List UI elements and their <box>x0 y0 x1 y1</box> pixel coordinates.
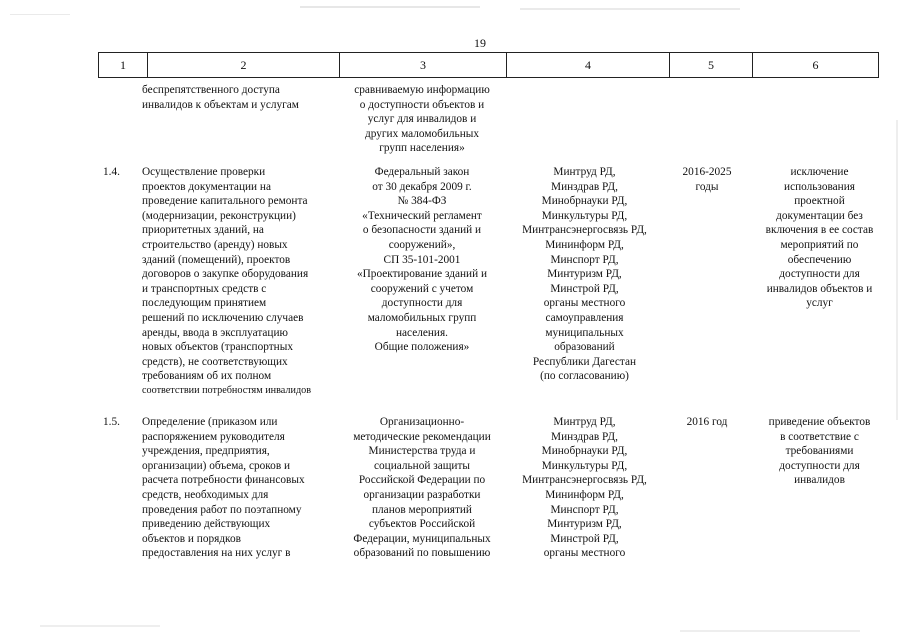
text-line: Минобрнауки РД, <box>541 445 628 458</box>
text-line: включения в ее состав <box>765 224 874 237</box>
text-line: Минтруд РД, <box>553 416 616 428</box>
text-line: распоряжением руководителя <box>142 430 285 443</box>
text-line: (модернизации, реконструкции) <box>142 209 296 222</box>
text-line: соответствии потребностям инвалидов <box>142 384 312 396</box>
text-line: приведение объектов <box>768 416 871 428</box>
row-term-text <box>667 415 747 430</box>
text-line: Минтуризм РД, <box>547 268 622 281</box>
text-line: муниципальных <box>545 326 624 339</box>
column-header-6: 6 <box>753 53 879 78</box>
text-line: приоритетных зданий, на <box>142 224 264 237</box>
text-line: доступности для <box>381 297 463 310</box>
text-line: решений по исключению случаев <box>142 311 304 324</box>
column-header-5: 5 <box>670 53 753 78</box>
text-line: других маломобильных <box>365 127 479 140</box>
page-number: 19 <box>474 36 486 50</box>
text-line: инвалидов к объектам и услугам <box>142 98 299 111</box>
text-line: «Технический регламент <box>362 209 482 222</box>
text-line: СП 35-101-2001 <box>383 253 461 266</box>
text-line: последующим принятием <box>142 297 267 310</box>
text-line: Осуществление проверки <box>142 166 266 178</box>
text-line: 2016-2025 <box>682 166 732 178</box>
text-line: Федерации, муниципальных <box>353 532 491 545</box>
text-line: № 384-ФЗ <box>397 195 447 208</box>
text-line: исключение <box>790 166 849 178</box>
text-line: учреждения, предприятия, <box>142 445 270 458</box>
text-line: средств, необходимых для <box>142 488 269 501</box>
text-line: образований <box>554 341 615 354</box>
text-line: предоставления на них услуг в <box>142 547 291 560</box>
text-line: сооружений с учетом <box>370 282 474 295</box>
column-header-4: 4 <box>507 53 670 78</box>
text-line: Организационно- <box>379 416 465 428</box>
text-line: самоуправления <box>545 311 624 324</box>
text-line: органы местного <box>543 297 626 310</box>
text-line: органы местного <box>543 547 626 560</box>
text-line: доступности для <box>779 459 860 472</box>
text-line: Минстрой РД, <box>550 532 619 545</box>
text-line: услуг для инвалидов и <box>367 113 477 126</box>
row-action-text <box>142 415 342 561</box>
text-line: сравниваемую информацию <box>354 84 490 96</box>
row-executors-text <box>512 165 657 384</box>
text-line: Минздрав РД, <box>551 430 618 443</box>
text-line: приведению действующих <box>142 518 271 531</box>
text-line: средств), не соответствующих <box>142 355 288 368</box>
text-line: Минтруд РД, <box>553 166 616 178</box>
text-line: мероприятий по <box>780 238 859 251</box>
continuation-basis-text <box>337 83 507 156</box>
text-line: Республики Дагестан <box>532 355 637 368</box>
text-line: населения. <box>396 326 448 339</box>
text-line: требованиям об их полном <box>142 370 272 383</box>
text-line: Минспорт РД, <box>550 253 619 266</box>
text-line: образований по повышению <box>353 547 491 560</box>
continuation-action-text <box>142 83 342 112</box>
text-line: методические рекомендации <box>353 430 491 443</box>
text-line: Минкультуры РД, <box>541 209 628 222</box>
text-line: Определение (приказом или <box>142 416 278 428</box>
text-line: инвалидов <box>794 474 845 487</box>
text-line: Российской Федерации по <box>358 474 486 487</box>
text-line: обеспечению <box>787 253 852 266</box>
text-line: требованиями <box>785 445 854 458</box>
column-header-1: 1 <box>99 53 148 78</box>
text-line: договоров о закупке оборудования <box>142 268 309 281</box>
text-line: 2016 год <box>686 416 728 428</box>
row-executors-text <box>512 415 657 561</box>
text-line: маломобильных групп <box>367 311 477 324</box>
text-line: проведение капитального ремонта <box>142 195 308 208</box>
text-line: доступности для <box>779 268 860 281</box>
text-line: Минздрав РД, <box>551 180 618 193</box>
row-number: 1.4. <box>103 166 120 178</box>
row-action-text <box>142 165 342 399</box>
text-line: Минспорт РД, <box>550 503 619 516</box>
text-line: проектной <box>794 195 845 208</box>
text-line: Мининформ РД, <box>545 238 624 251</box>
text-line: строительство (аренду) новых <box>142 238 288 251</box>
text-line: инвалидов объектов и <box>766 282 873 295</box>
text-line: Минтрансэнергосвязь РД, <box>522 224 647 237</box>
text-line: групп населения» <box>379 142 465 155</box>
text-line: аренды, ввода в эксплуатацию <box>142 326 288 339</box>
text-line: новых объектов (транспортных <box>142 341 293 354</box>
text-line: использования <box>784 180 855 193</box>
text-line: планов мероприятий <box>372 503 472 516</box>
text-line: сооружений», <box>388 238 456 251</box>
text-line: Минобрнауки РД, <box>541 195 628 208</box>
text-line: Минстрой РД, <box>550 282 619 295</box>
text-line: и транспортных средств с <box>142 282 267 295</box>
text-line: организации разработки <box>363 488 481 501</box>
text-line: социальной защиты <box>374 459 470 472</box>
text-line: субъектов Российской <box>368 518 476 531</box>
text-line: о безопасности зданий и <box>362 224 482 237</box>
text-line: Общие положения» <box>374 341 470 354</box>
text-line: Минтрансэнергосвязь РД, <box>522 474 647 487</box>
column-header-3: 3 <box>340 53 507 78</box>
row-result-text <box>752 165 887 311</box>
text-line: проектов документации на <box>142 180 271 193</box>
text-line: годы <box>695 180 719 193</box>
text-line: документации без <box>776 209 863 222</box>
text-line: в соответствие с <box>780 430 859 443</box>
text-line: услуг <box>806 297 833 310</box>
text-line: зданий (помещений), проектов <box>142 253 291 266</box>
text-line: проведения работ по поэтапному <box>142 503 302 516</box>
text-line: от 30 декабря 2009 г. <box>372 180 472 193</box>
text-line: Федеральный закон <box>374 166 470 178</box>
text-line: Министерства труда и <box>368 445 476 458</box>
text-line: объектов и порядков <box>142 532 241 545</box>
text-line: о доступности объектов и <box>359 98 485 111</box>
row-term-text <box>667 165 747 194</box>
column-number-header <box>98 52 879 78</box>
text-line: беспрепятственного доступа <box>142 84 280 96</box>
text-line: «Проектирование зданий и <box>356 268 488 281</box>
text-line: Минкультуры РД, <box>541 459 628 472</box>
row-basis-text <box>337 165 507 355</box>
text-line: расчета потребности финансовых <box>142 474 305 487</box>
text-line: Мининформ РД, <box>545 488 624 501</box>
row-number: 1.5. <box>103 416 120 428</box>
text-line: организации) объема, сроков и <box>142 459 291 472</box>
row-result-text <box>752 415 887 488</box>
text-line: Минтуризм РД, <box>547 518 622 531</box>
column-header-2: 2 <box>148 53 340 78</box>
text-line: (по согласованию) <box>540 370 629 383</box>
row-basis-text <box>337 415 507 561</box>
